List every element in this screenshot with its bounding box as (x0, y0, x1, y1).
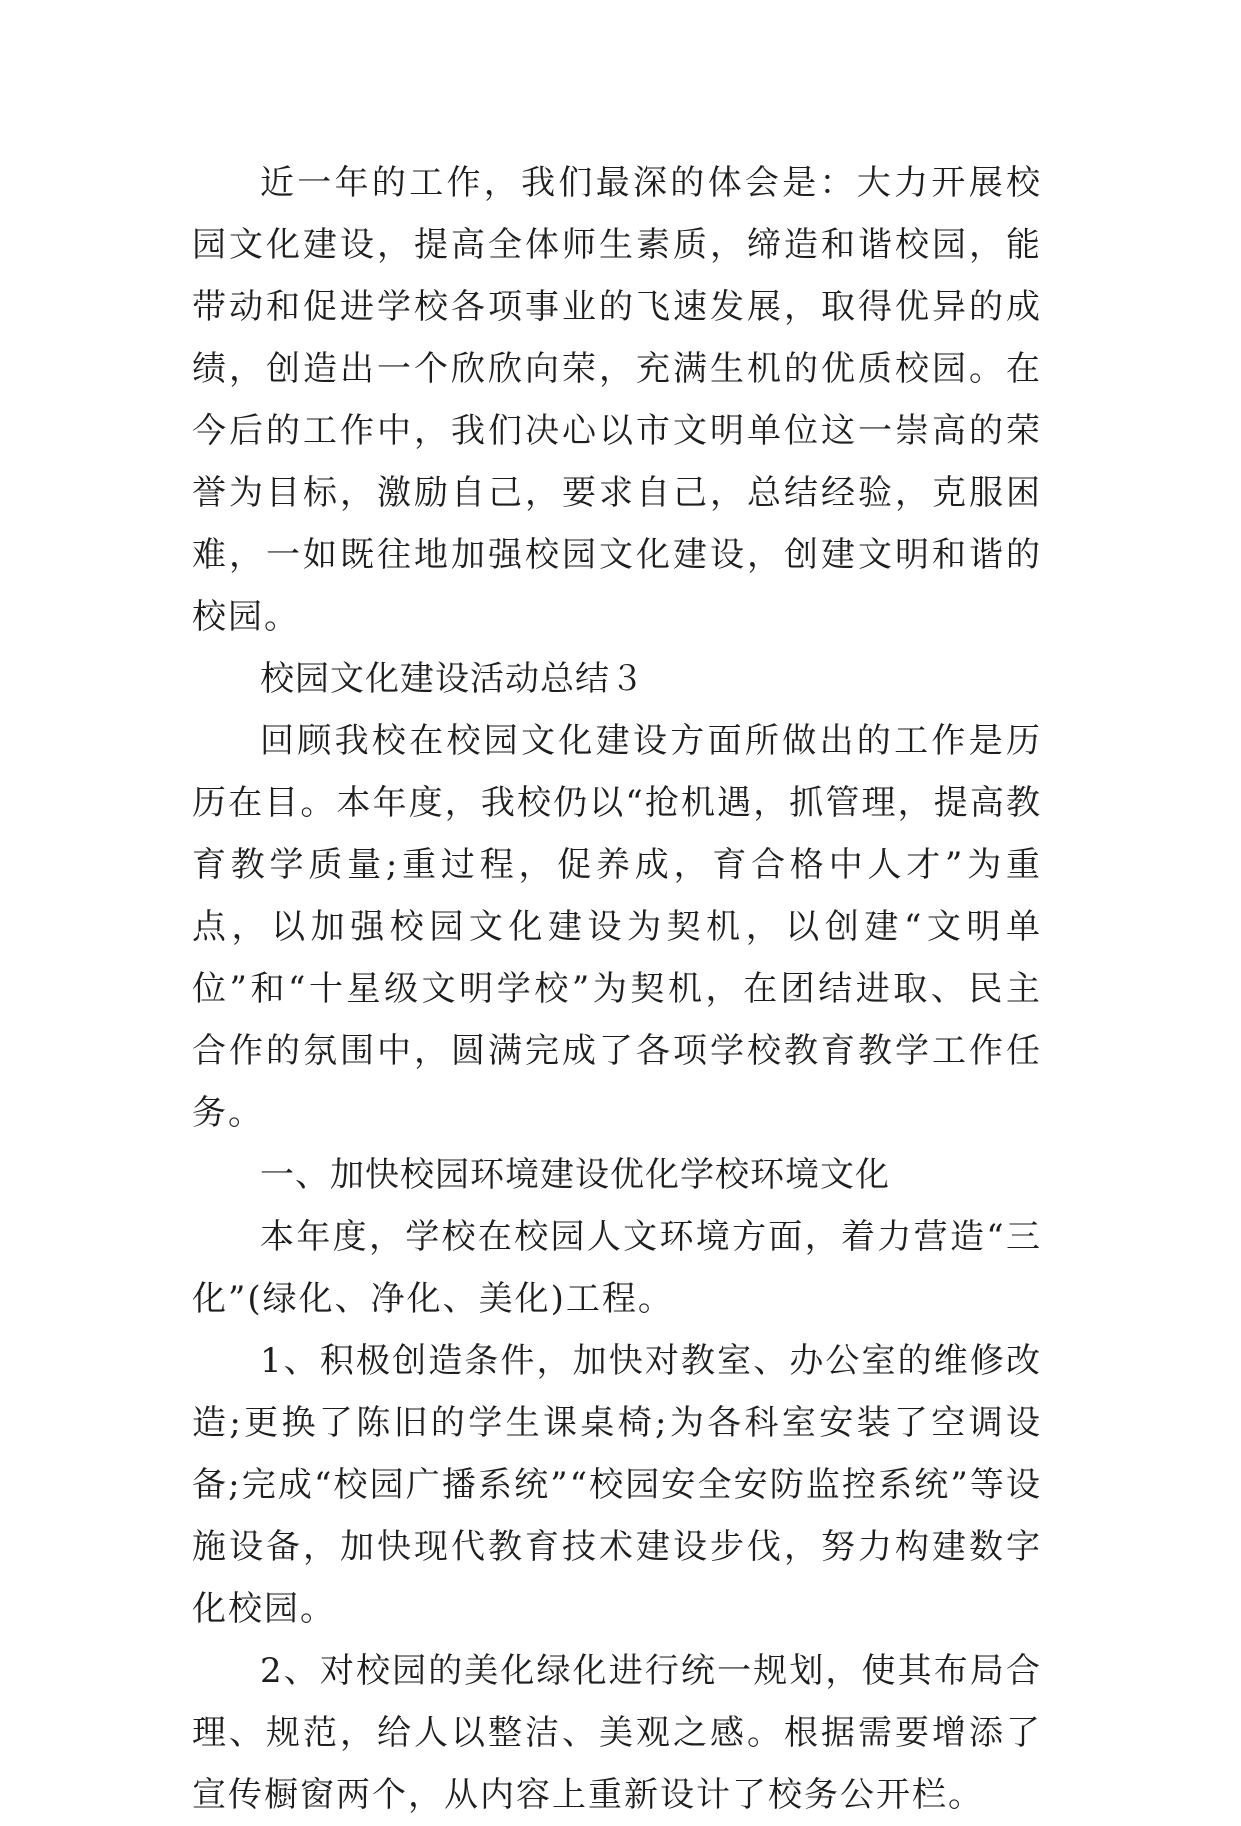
section-title: 校园文化建设活动总结３ (260, 659, 645, 699)
paragraph-item-2: 2、对校园的美化绿化进行统一规划，使其布局合理、规范，给人以整洁、美观之感。根据需要增添了宣传橱窗两个，从内容上重新设计了校务公开栏。 (192, 1651, 1042, 1815)
paragraph-review: 回顾我校在校园文化建设方面所做出的工作是历历在目。本年度，我校仍以“抢机遇，抓管理，提高教育教学质量;重过程，促养成，育合格中人才”为重点，以加强校园文化建设为契机，以创建“文明单位”和“十星级文明学校”为契机，在团结进取、民主合作的氛围中，圆满完成了各项学校教育教学工作任务。 (192, 721, 1042, 1133)
paragraph-item-1: 1、积极创造条件，加快对教室、办公室的维修改造;更换了陈旧的学生课桌椅;为各科室安装了空调设备;完成“校园广播系统”“校园安全安防监控系统”等设施设备，加快现代教育技术建设步伐，努力构建数字化校园。 (192, 1341, 1042, 1629)
paragraph-conclusion: 近一年的工作，我们最深的体会是：大力开展校园文化建设，提高全体师生素质，缔造和谐校园，能带动和促进学校各项事业的飞速发展，取得优异的成绩，创造出一个欣欣向荣，充满生机的优质校园。在今后的工作中，我们决心以市文明单位这一崇高的荣誉为目标，激励自己，要求自己，总结经验，克服困难，一如既往地加强校园文化建设，创建文明和谐的校园。 (192, 163, 1042, 637)
subsection-heading: 一、加快校园环境建设优化学校环境文化 (260, 1155, 890, 1195)
paragraph-environment: 本年度，学校在校园人文环境方面，着力营造“三化”(绿化、净化、美化)工程。 (192, 1217, 1042, 1319)
document-body (192, 152, 1042, 1826)
